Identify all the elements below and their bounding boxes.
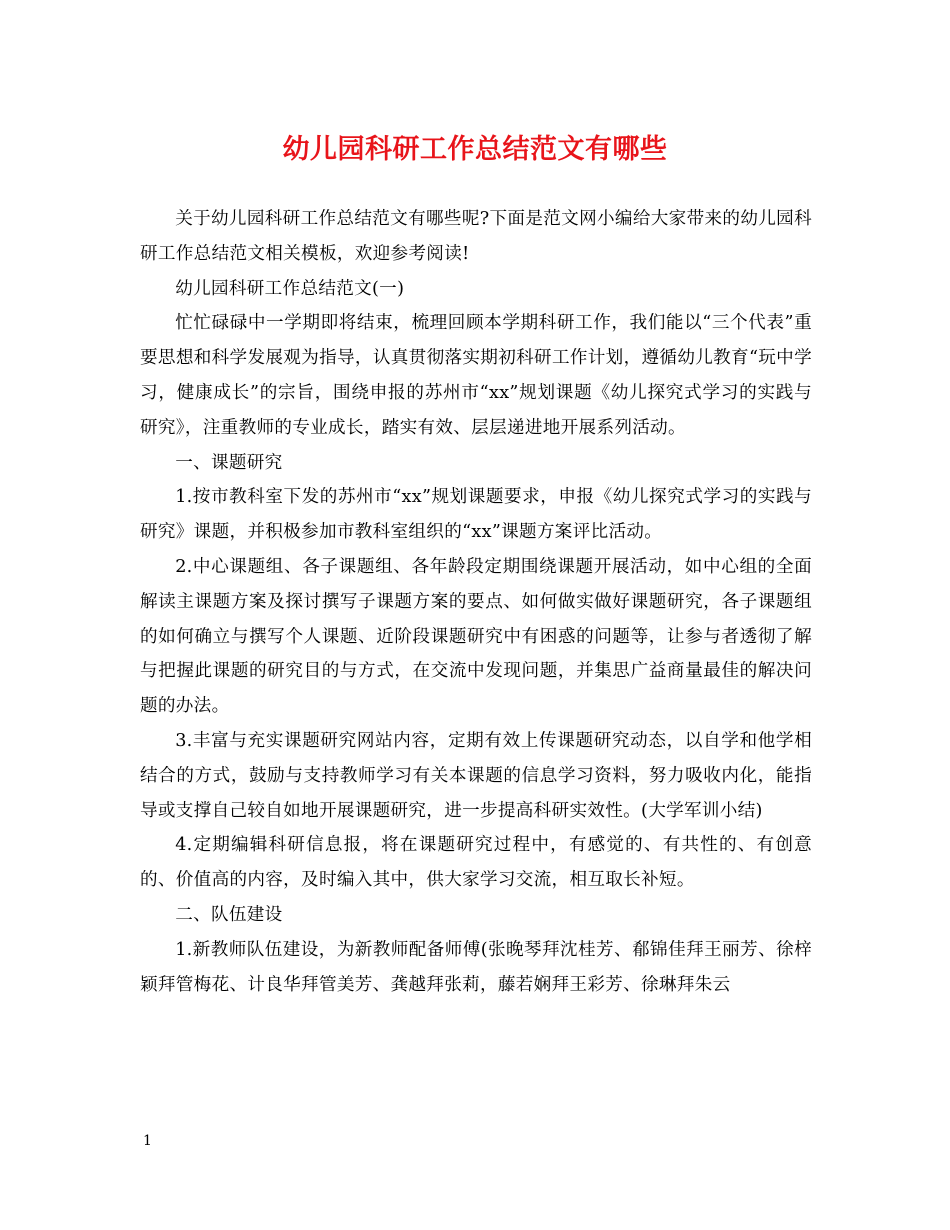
document-title: 幼儿园科研工作总结范文有哪些: [282, 134, 668, 165]
heading-team-building: 二、队伍建设: [175, 904, 283, 925]
page-number: 1: [143, 1133, 152, 1149]
paragraph-section-heading: 幼儿园科研工作总结范文(一): [175, 278, 405, 299]
heading-research: 一、课题研究: [175, 452, 283, 473]
paragraph-item: 4.定期编辑科研信息报，将在课题研究过程中，有感觉的、有共性的、有创意的、价值高的内容，及时编入其中，供大家学习交流，相互取长补短。: [140, 835, 812, 891]
paragraph-item: 1.新教师队伍建设，为新教师配备师傅(张晚琴拜沈桂芳、郩锦佳拜王丽芳、徐梓颖拜管梅花、计良华拜管美芳、龚越拜张莉，藤若娴拜王彩芳、徐琳拜朱云: [140, 939, 812, 995]
paragraph-intro: 关于幼儿园科研工作总结范文有哪些呢?下面是范文网小编给大家带来的幼儿园科研工作总结范文相关模板，欢迎参考阅读!: [140, 209, 812, 264]
paragraph-item: 3.丰富与充实课题研究网站内容，定期有效上传课题研究动态，以自学和他学相结合的方式，鼓励与支持教师学习有关本课题的信息学习资料，努力吸收内化，能指导或支撑自己较自如地开展课题研究，进一步提高科研实效性。(大学军训小结): [140, 730, 812, 821]
paragraph-item: 1.按市教科室下发的苏州市“xx”规划课题要求，申报《幼儿探究式学习的实践与研究》课题，并积极参加市教科室组织的“xx”课题方案评比活动。: [140, 487, 812, 543]
paragraph-item: 2.中心课题组、各子课题组、各年龄段定期围绕课题开展活动，如中心组的全面解读主课题方案及探讨撰写子课题方案的要点、如何做实做好课题研究，各子课题组的如何确立与撰写个人课题、近阶段课题研究中有困惑的问题等，让参与者透彻了解与把握此课题的研究目的与方式，在交流中发现问题，并集思广益商量最佳的解决问题的办法。: [140, 556, 812, 717]
paragraph-overview: 忙忙碌碌中一学期即将结束，梳理回顾本学期科研工作，我们能以“三个代表”重要思想和科学发展观为指导，认真贯彻落实期初科研工作计划，遵循幼儿教育“玩中学习，健康成长”的宗旨，围绕申报的苏州市“xx”规划课题《幼儿探究式学习的实践与研究》，注重教师的专业成长，踏实有效、层层递进地开展系列活动。: [140, 313, 812, 438]
document-body: [140, 202, 812, 1002]
